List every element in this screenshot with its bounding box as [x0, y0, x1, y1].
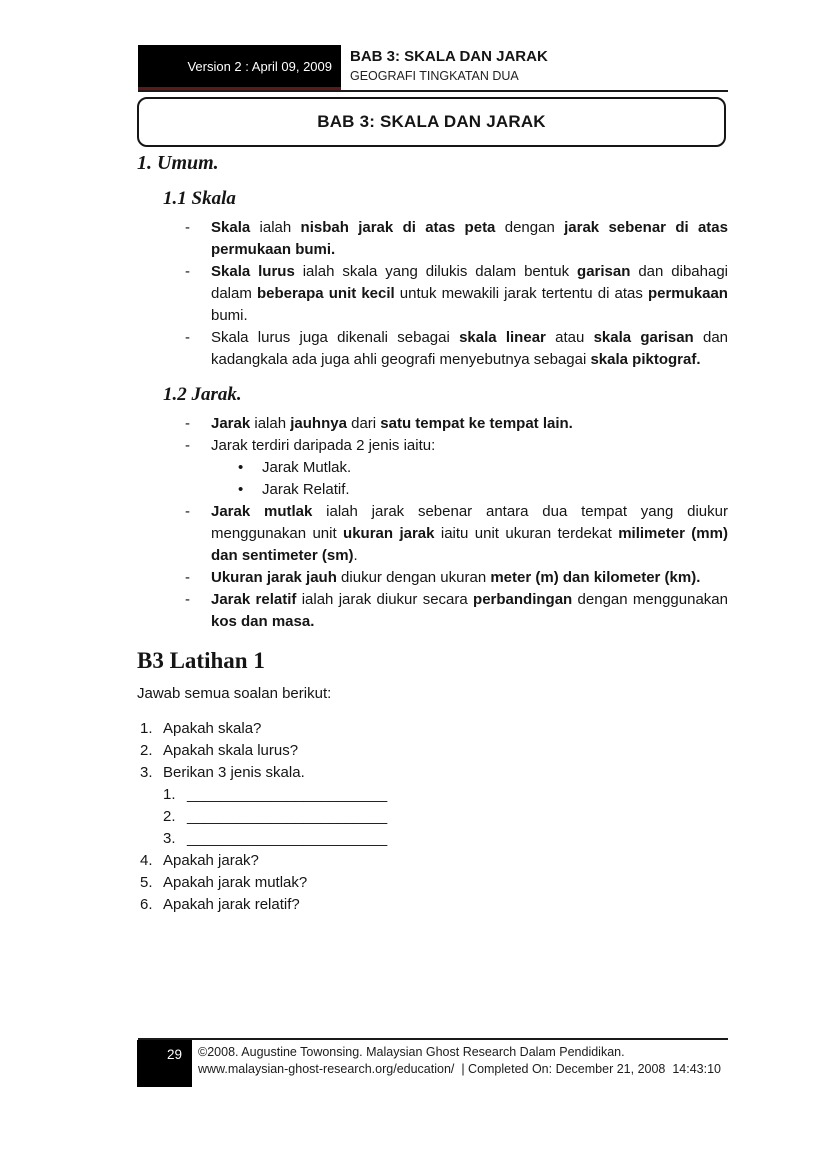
- list-item: [163, 217, 728, 261]
- list-item-text: Jarak relatif ialah jarak diukur secara perbandingan dengan menggunakan kos dan masa.: [211, 591, 728, 630]
- chapter-title-text: BAB 3: SKALA DAN JARAK: [317, 112, 546, 131]
- list-item: [163, 501, 728, 567]
- page-number-box: [137, 1040, 192, 1087]
- bullet-marker: -: [185, 263, 190, 280]
- list-item-text: Jarak terdiri daripada 2 jenis iaitu:: [211, 437, 436, 454]
- version-label: Version 2 : April 09, 2009: [187, 58, 332, 74]
- bullet-marker: -: [185, 437, 190, 454]
- jarak-bullet-list: [163, 413, 728, 633]
- question-row: [137, 762, 728, 784]
- question-row: [137, 850, 728, 872]
- bullet-marker: -: [185, 591, 190, 608]
- skala-bullet-list: [163, 217, 728, 371]
- list-item: [163, 261, 728, 327]
- bullet-marker: •: [238, 481, 244, 498]
- answer-blank-line: ________________________: [187, 786, 388, 803]
- answer-blank-row: [137, 806, 728, 828]
- answer-blank-list: [137, 784, 728, 850]
- answer-blank-row: [137, 828, 728, 850]
- question-item: [137, 872, 728, 894]
- document-body: [137, 148, 728, 916]
- list-item-text: Skala lurus ialah skala yang dilukis dalam bentuk garisan dan dibahagi dalam beberapa unit kecil untuk mewakili jarak tertentu di atas permukaan bumi.: [211, 263, 728, 324]
- bullet-marker: •: [238, 459, 244, 476]
- list-item-text: Skala lurus juga dikenali sebagai skala linear atau skala garisan dan kadangkala ada juga ahli geografi menyebutnya sebagai skala piktograf.: [211, 329, 729, 368]
- list-item: [163, 413, 728, 435]
- question-number: 2.: [140, 742, 153, 759]
- header-divider: [138, 90, 728, 92]
- list-item-text: Skala ialah nisbah jarak di atas peta dengan jarak sebenar di atas permukaan bumi.: [211, 219, 728, 258]
- list-item: [163, 479, 728, 501]
- footer-divider: [138, 1038, 728, 1040]
- list-item: [163, 457, 728, 479]
- question-number: 3.: [140, 764, 153, 781]
- question-text: Apakah jarak?: [163, 852, 259, 869]
- page-number: 29: [166, 1047, 182, 1062]
- subsection-skala: [163, 188, 728, 633]
- subsection-heading-skala: 1.1 Skala: [163, 188, 236, 209]
- answer-blank-number: 1.: [163, 786, 176, 803]
- question-list: [137, 718, 728, 916]
- question-item: [137, 740, 728, 762]
- subsection-heading-jarak: 1.2 Jarak.: [163, 384, 242, 405]
- header-version-bar: [138, 45, 341, 90]
- bullet-marker: -: [185, 329, 190, 346]
- question-row: [137, 718, 728, 740]
- question-number: 1.: [140, 720, 153, 737]
- header-subject-label: GEOGRAFI TINGKATAN DUA: [350, 69, 519, 83]
- list-item-text: Jarak mutlak ialah jarak sebenar antara dua tempat yang diukur menggunakan unit ukuran jarak iaitu unit ukuran terdekat milimeter (mm) dan sentimeter (sm).: [211, 503, 728, 564]
- answer-blank-row: [137, 784, 728, 806]
- answer-blank-number: 3.: [163, 830, 176, 847]
- bullet-marker: -: [185, 503, 190, 520]
- exercise-heading: B3 Latihan 1: [137, 648, 265, 673]
- question-text: Berikan 3 jenis skala.: [163, 764, 305, 781]
- list-item-text: Ukuran jarak jauh diukur dengan ukuran meter (m) dan kilometer (km).: [211, 569, 701, 586]
- question-text: Apakah skala lurus?: [163, 742, 299, 759]
- answer-blank-line: ________________________: [187, 830, 388, 847]
- question-item: [137, 850, 728, 872]
- question-text: Apakah skala?: [163, 720, 262, 737]
- question-row: [137, 894, 728, 916]
- question-item: [137, 894, 728, 916]
- question-text: Apakah jarak mutlak?: [163, 874, 308, 891]
- chapter-title-box: [137, 97, 726, 147]
- list-item-text: Jarak Mutlak.: [262, 459, 352, 476]
- section-heading-umum: 1. Umum.: [137, 152, 219, 174]
- question-item: [137, 718, 728, 740]
- list-item: [163, 327, 728, 371]
- answer-blank-number: 2.: [163, 808, 176, 825]
- header-titles: [350, 49, 548, 83]
- footer-text: [198, 1044, 721, 1078]
- header-chapter-title: BAB 3: SKALA DAN JARAK: [350, 48, 548, 65]
- footer-url-completed: www.malaysian-ghost-research.org/education/ | Completed On: December 21, 2008 14:43:10: [198, 1062, 721, 1076]
- question-number: 6.: [140, 896, 153, 913]
- question-row: [137, 872, 728, 894]
- question-item: [137, 762, 728, 850]
- question-row: [137, 740, 728, 762]
- footer-copyright: ©2008. Augustine Towonsing. Malaysian Ghost Research Dalam Pendidikan.: [198, 1045, 625, 1059]
- bullet-marker: -: [185, 569, 190, 586]
- question-number: 5.: [140, 874, 153, 891]
- list-item: [163, 589, 728, 633]
- answer-blank-line: ________________________: [187, 808, 388, 825]
- list-item: [163, 435, 728, 457]
- bullet-marker: -: [185, 415, 190, 432]
- bullet-marker: -: [185, 219, 190, 236]
- question-number: 4.: [140, 852, 153, 869]
- question-text: Apakah jarak relatif?: [163, 896, 300, 913]
- list-item-text: Jarak Relatif.: [262, 481, 350, 498]
- exercise-intro: Jawab semua soalan berikut:: [137, 685, 332, 702]
- list-item: [163, 567, 728, 589]
- list-item-text: Jarak ialah jauhnya dari satu tempat ke tempat lain.: [211, 415, 573, 432]
